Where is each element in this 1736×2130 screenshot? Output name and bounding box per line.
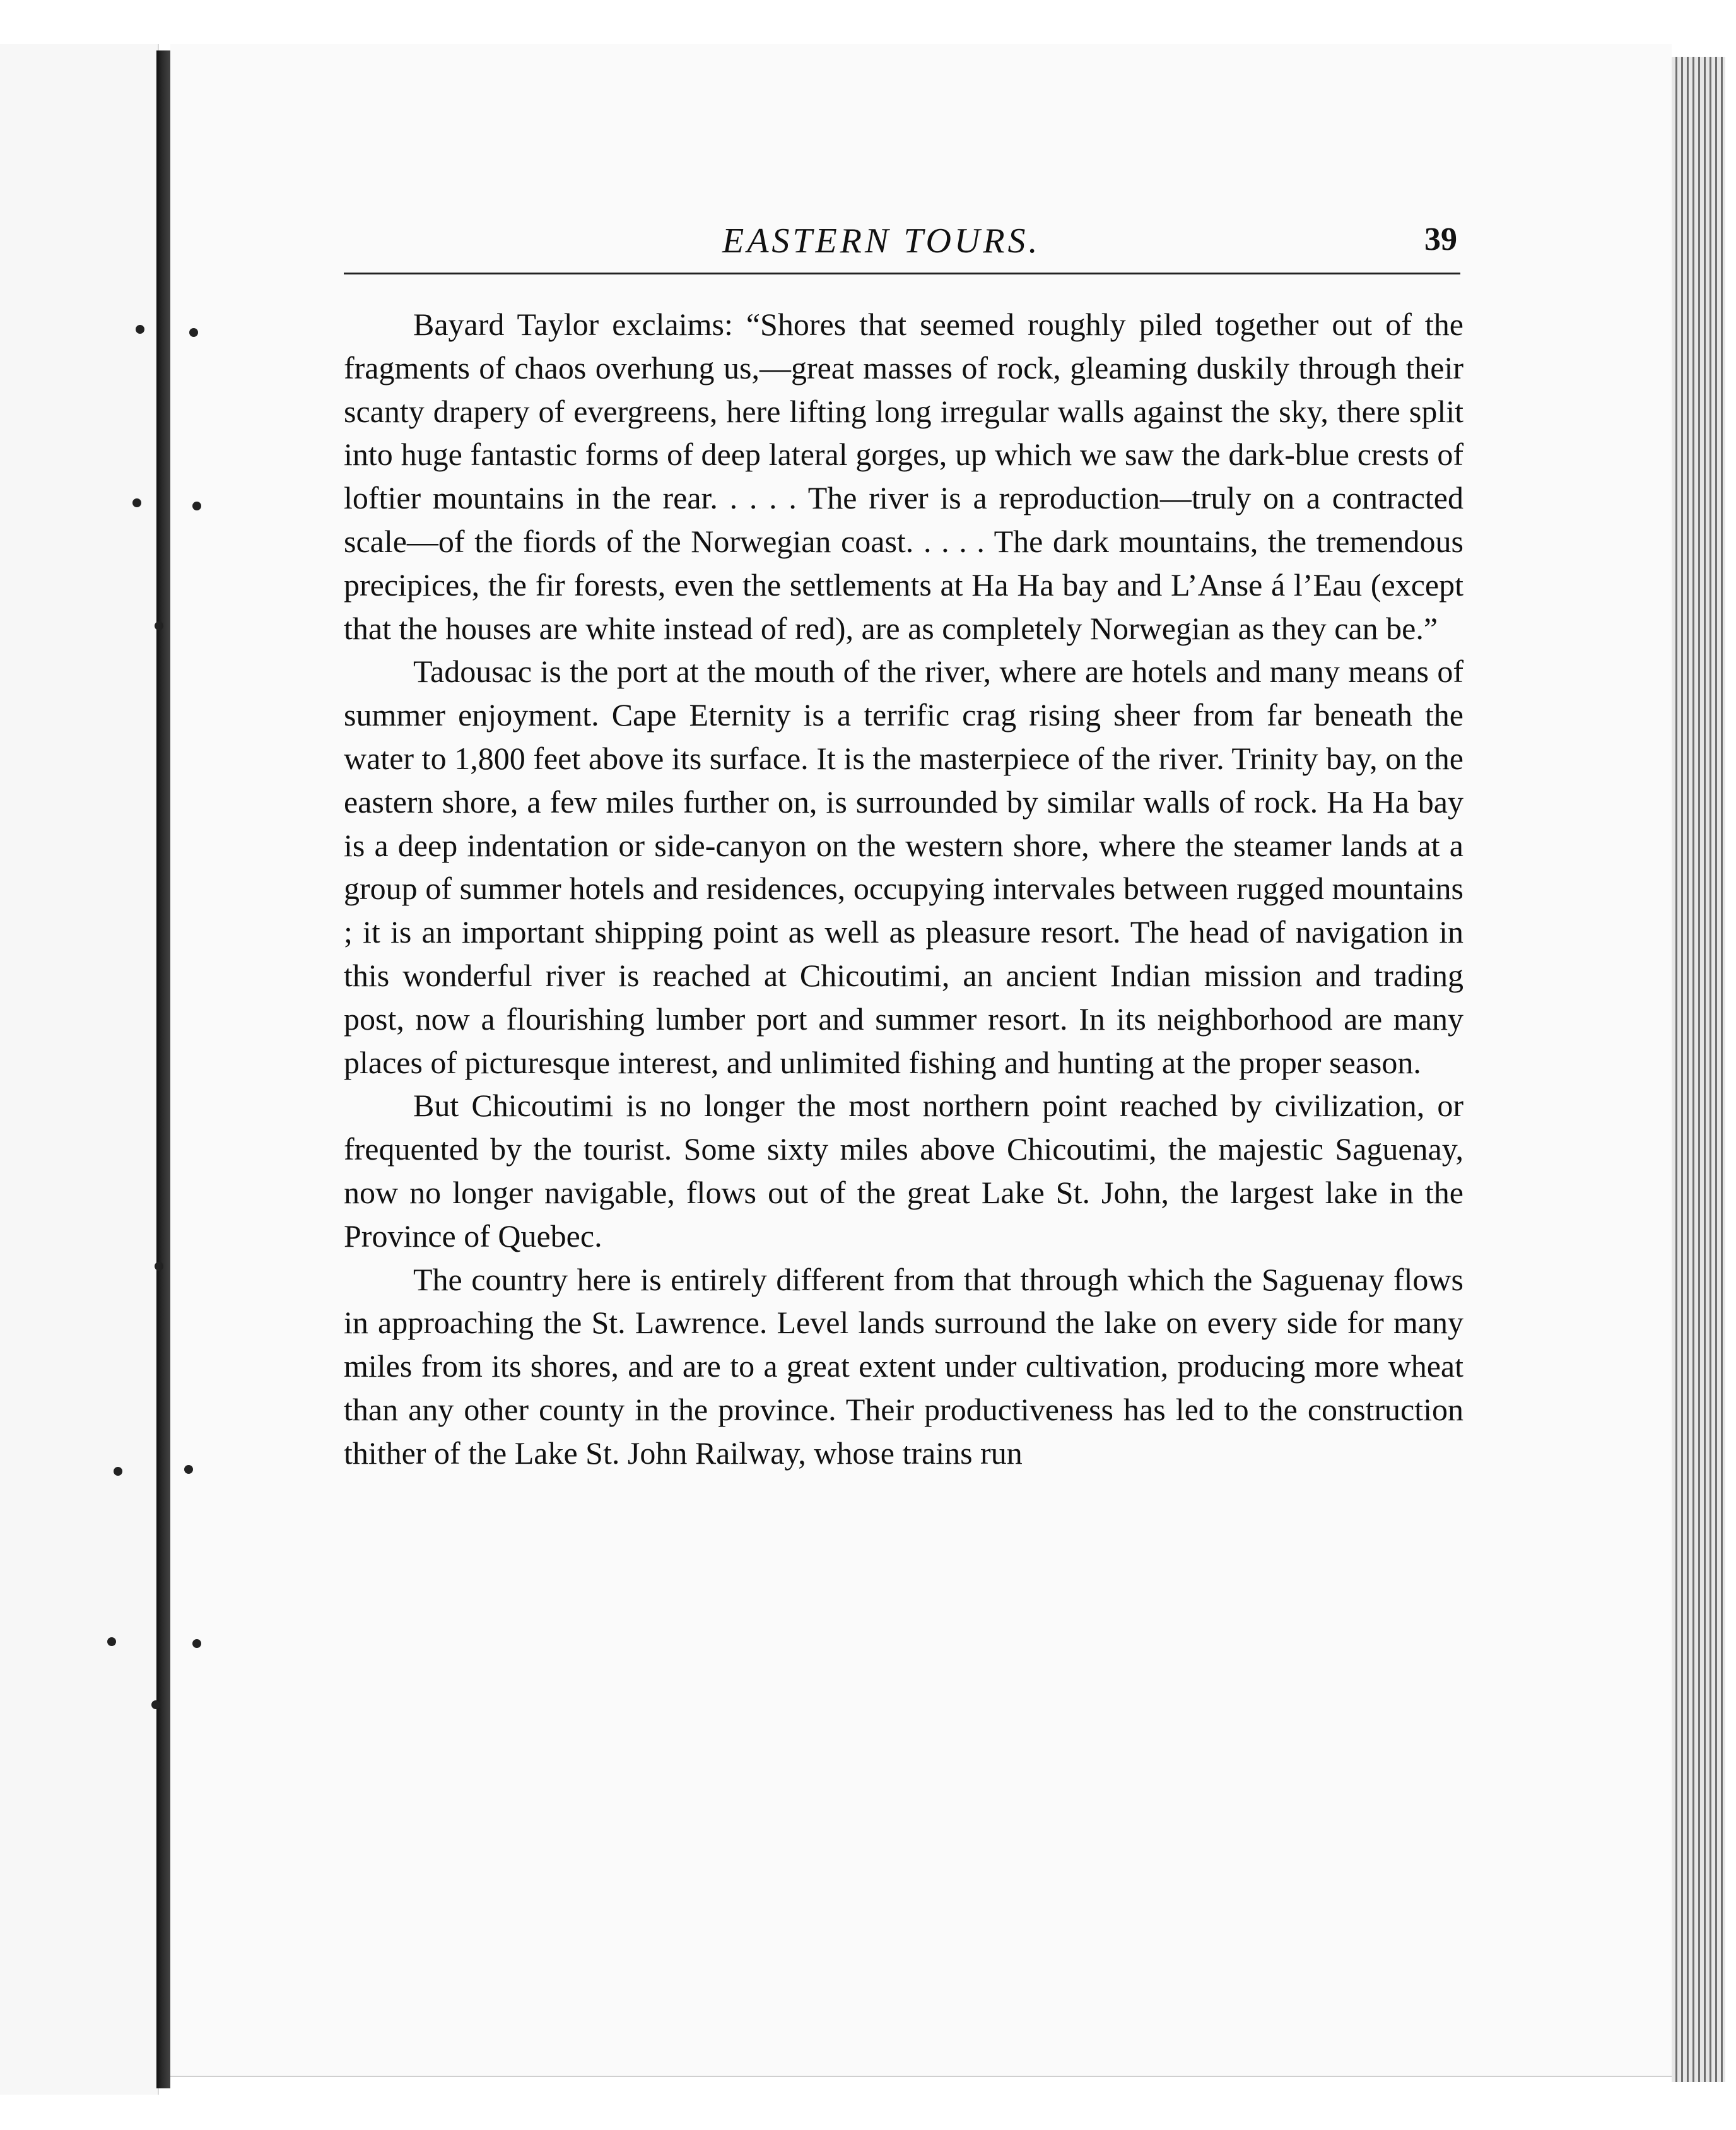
body-text bbox=[344, 303, 1463, 1475]
binding-mark bbox=[192, 1639, 201, 1648]
paragraph: The country here is entirely different from that through which the Saguenay flows in approaching the St. Lawrence. Level lands surround the lake on every side for many miles from its shores, and are to a great extent under cultivation, producing more wheat than any other county in the province. Their productiveness has led to the construction thither of the Lake St. John Railway, whose trains run bbox=[344, 1261, 1463, 1471]
page-edges bbox=[1672, 57, 1725, 2082]
facing-page-margin bbox=[0, 44, 159, 2095]
binding-mark bbox=[114, 1467, 122, 1476]
binding-mark bbox=[192, 502, 201, 510]
paragraph: Tadousac is the port at the mouth of the river, where are hotels and many means of summer enjoyment. Cape Eternity is a terrific crag rising sheer from far beneath the water to 1,800 feet above its surface. It is the masterpiece of the river. Trinity bay, on the eastern shore, a few miles further on, is surrounded by similar walls of rock. Ha Ha bay is a deep indentation or side-canyon on the western shore, where the steamer lands at a group of summer hotels and residences, occupying intervales between rugged mountains ; it is an important shipping point as well as pleasure resort. The head of navigation in this wonderful river is reached at Chicoutimi, an ancient Indian mission and trading post, now a flourishing lumber port and summer resort. In its neighborhood are many places of picturesque interest, and unlimited fishing and hunting at the proper season. bbox=[344, 654, 1463, 1080]
binding-mark bbox=[189, 328, 198, 337]
binding-mark bbox=[107, 1637, 116, 1646]
paragraph: Bayard Taylor exclaims: “Shores that seemed roughly piled together out of the fragments of chaos overhung us,—great masses of rock, gleaming duskily through their scanty drapery of evergreens, here lifting long irregular walls against the sky, there split into huge fantastic forms of deep lateral gorges, up which we saw the dark-blue crests of loftier mountains in the rear. . . . . The river is a reproduction—truly on a contracted scale—of the fiords of the Norwegian coast. . . . . The dark mountains, the tremendous precipices, the fir forests, even the settlements at Ha Ha bay and L’Anse á l’Eau (except that the houses are white instead of red), are as completely Norwegian as they can be.” bbox=[344, 307, 1463, 646]
book-spine bbox=[156, 50, 170, 2088]
binding-mark bbox=[155, 621, 163, 630]
binding-mark bbox=[151, 1700, 160, 1709]
binding-mark bbox=[132, 498, 141, 507]
header-rule bbox=[344, 273, 1460, 274]
binding-mark bbox=[136, 325, 144, 334]
page-number: 39 bbox=[1424, 221, 1457, 257]
running-title: EASTERN TOURS. bbox=[722, 221, 1041, 261]
page-header bbox=[344, 215, 1460, 278]
binding-mark bbox=[184, 1465, 193, 1474]
binding-mark bbox=[155, 1262, 163, 1271]
paragraph: But Chicoutimi is no longer the most northern point reached by civilization, or frequented by the tourist. Some sixty miles above Chicoutimi, the majestic Saguenay, now no longer navigable, flows out of the great Lake St. John, the largest lake in the Province of Quebec. bbox=[344, 1088, 1463, 1254]
